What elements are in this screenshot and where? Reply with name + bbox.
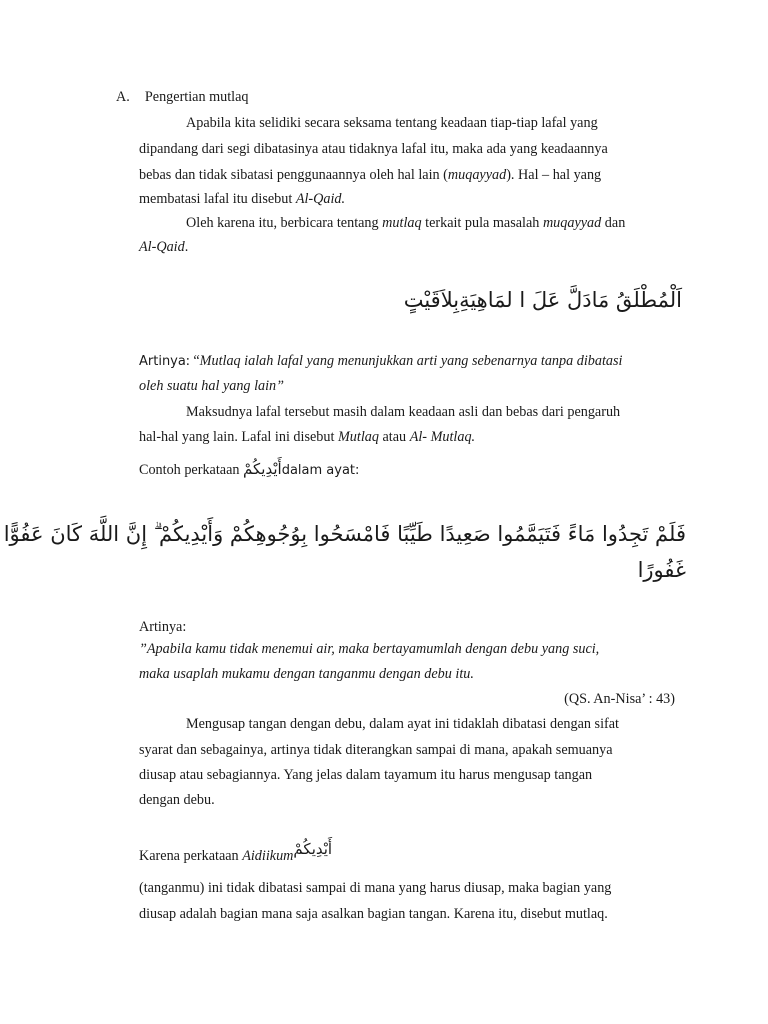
para2-text-e: dan xyxy=(601,215,626,231)
verse-line1: فَلَمْ تَجِدُوا مَاءً فَتَيَمَّمُوا صَعِيدًا طَيِّبًا فَامْسَحُوا بِوُجُوهِكُمْ وَأَيْدِيكُمْ ۗ إِنَّ اللَّهَ كَانَ عَفُوًّا xyxy=(3,522,686,546)
para1-line1: Apabila kita selidiki secara seksama tentang keadaan tiap-tiap lafal yang xyxy=(186,115,598,131)
artinya1-label: Artinya xyxy=(139,354,186,369)
para4-line1: Mengusap tangan dengan debu, dalam ayat ini tidaklah dibatasi dengan sifat xyxy=(186,716,619,732)
arabic-aidiikum: أَيْدِيكُمْ xyxy=(243,460,282,478)
para3-line2 xyxy=(139,428,475,446)
para3-line2-c: atau xyxy=(378,429,410,445)
para1-line2: dipandang dari segi dibatasinya atau tidaknya lafal itu, maka ada yang keadaannya xyxy=(139,141,608,157)
para4-line4: dengan debu. xyxy=(139,792,215,808)
term-muqayyad: muqayyad xyxy=(447,167,507,183)
para5-line2: (tanganmu) ini tidak dibatasi sampai di mana yang harus diusap, maka bagian yang xyxy=(139,880,612,896)
para4-line2: syarat dan sebagainya, artinya tidak diterangkan sampai di mana, apakah semuanya xyxy=(139,742,613,758)
para1-line3-text-c: ). Hal – hal yang xyxy=(506,167,602,183)
arabic-aidiikum-2: أَيْدِيكُمْ xyxy=(293,840,333,858)
para5-line1-a: Karena perkataan xyxy=(139,848,243,864)
verse-line2: غَفُورًا xyxy=(637,558,686,582)
para4-line3: diusap atau sebagiannya. Yang jelas dalam tayamum itu harus mengusap tangan xyxy=(139,767,593,783)
artinya2-line2: maka usaplah mukamu dengan tanganmu dengan debu itu. xyxy=(139,666,474,682)
para1-line4-text-a: membatasi lafal itu disebut xyxy=(139,191,296,207)
para2-line2-end: . xyxy=(184,239,189,255)
para2-line1 xyxy=(186,214,625,232)
artinya1-text1: Mutlaq ialah lafal yang menunjukkan arti yang sebenarnya tanpa dibatasi xyxy=(199,353,623,369)
section-heading xyxy=(116,88,249,106)
section-marker: A. xyxy=(116,89,130,105)
artinya1-line2: oleh suatu hal yang lain” xyxy=(139,378,285,394)
para3-line1: Maksudnya lafal tersebut masih dalam keadaan asli dan bebas dari pengaruh xyxy=(186,404,621,420)
artinya2-line1: ”Apabila kamu tidak menemui air, maka bertayamumlah dengan debu yang suci, xyxy=(139,641,600,657)
para3-line3-a: Contoh perkataan xyxy=(139,462,244,478)
para3-line2-a: hal-hal yang lain. Lafal ini disebut xyxy=(139,429,338,445)
para1-line4 xyxy=(139,190,345,208)
para5-line3: diusap adalah bagian mana saja asalkan bagian tangan. Karena itu, disebut mutlaq. xyxy=(139,906,608,922)
para1-line3-text-a: bebas dan tidak sibatasi penggunaannya oleh hal lain ( xyxy=(139,167,448,183)
artinya1-line1 xyxy=(139,352,622,371)
term-aidiikum: Aidiikum xyxy=(242,848,294,864)
term-al-qaid-2: Al-Qaid xyxy=(139,239,185,255)
term-mutlaq: mutlaq xyxy=(382,215,422,231)
term-muqayyad-2: muqayyad xyxy=(542,215,602,231)
para5-line1 xyxy=(139,840,333,865)
arabic-definition: اَلْمُطْلَقُ مَادَلَّ عَلَ ا لمَاهِيَةِبِلاَقَيْتٍ xyxy=(403,288,682,312)
artinya1-colon: : “ xyxy=(185,353,200,369)
para3-line3 xyxy=(139,460,359,480)
para2-line2 xyxy=(139,238,188,256)
artinya2-label: Artinya: xyxy=(139,619,187,635)
para3-line3-b: dalam ayat: xyxy=(281,463,360,478)
para2-text-a: Oleh karena itu, berbicara tentang xyxy=(186,215,383,231)
term-al-mutlaq: Al- Mutlaq. xyxy=(409,429,476,445)
para2-text-c: terkait pula masalah xyxy=(421,215,543,231)
citation: (QS. An-Nisa’ : 43) xyxy=(564,691,675,707)
section-title: Pengertian mutlaq xyxy=(144,89,249,105)
para1-line3 xyxy=(139,166,601,184)
term-mutlaq-2: Mutlaq xyxy=(337,429,379,445)
term-al-qaid: Al-Qaid. xyxy=(295,191,346,207)
